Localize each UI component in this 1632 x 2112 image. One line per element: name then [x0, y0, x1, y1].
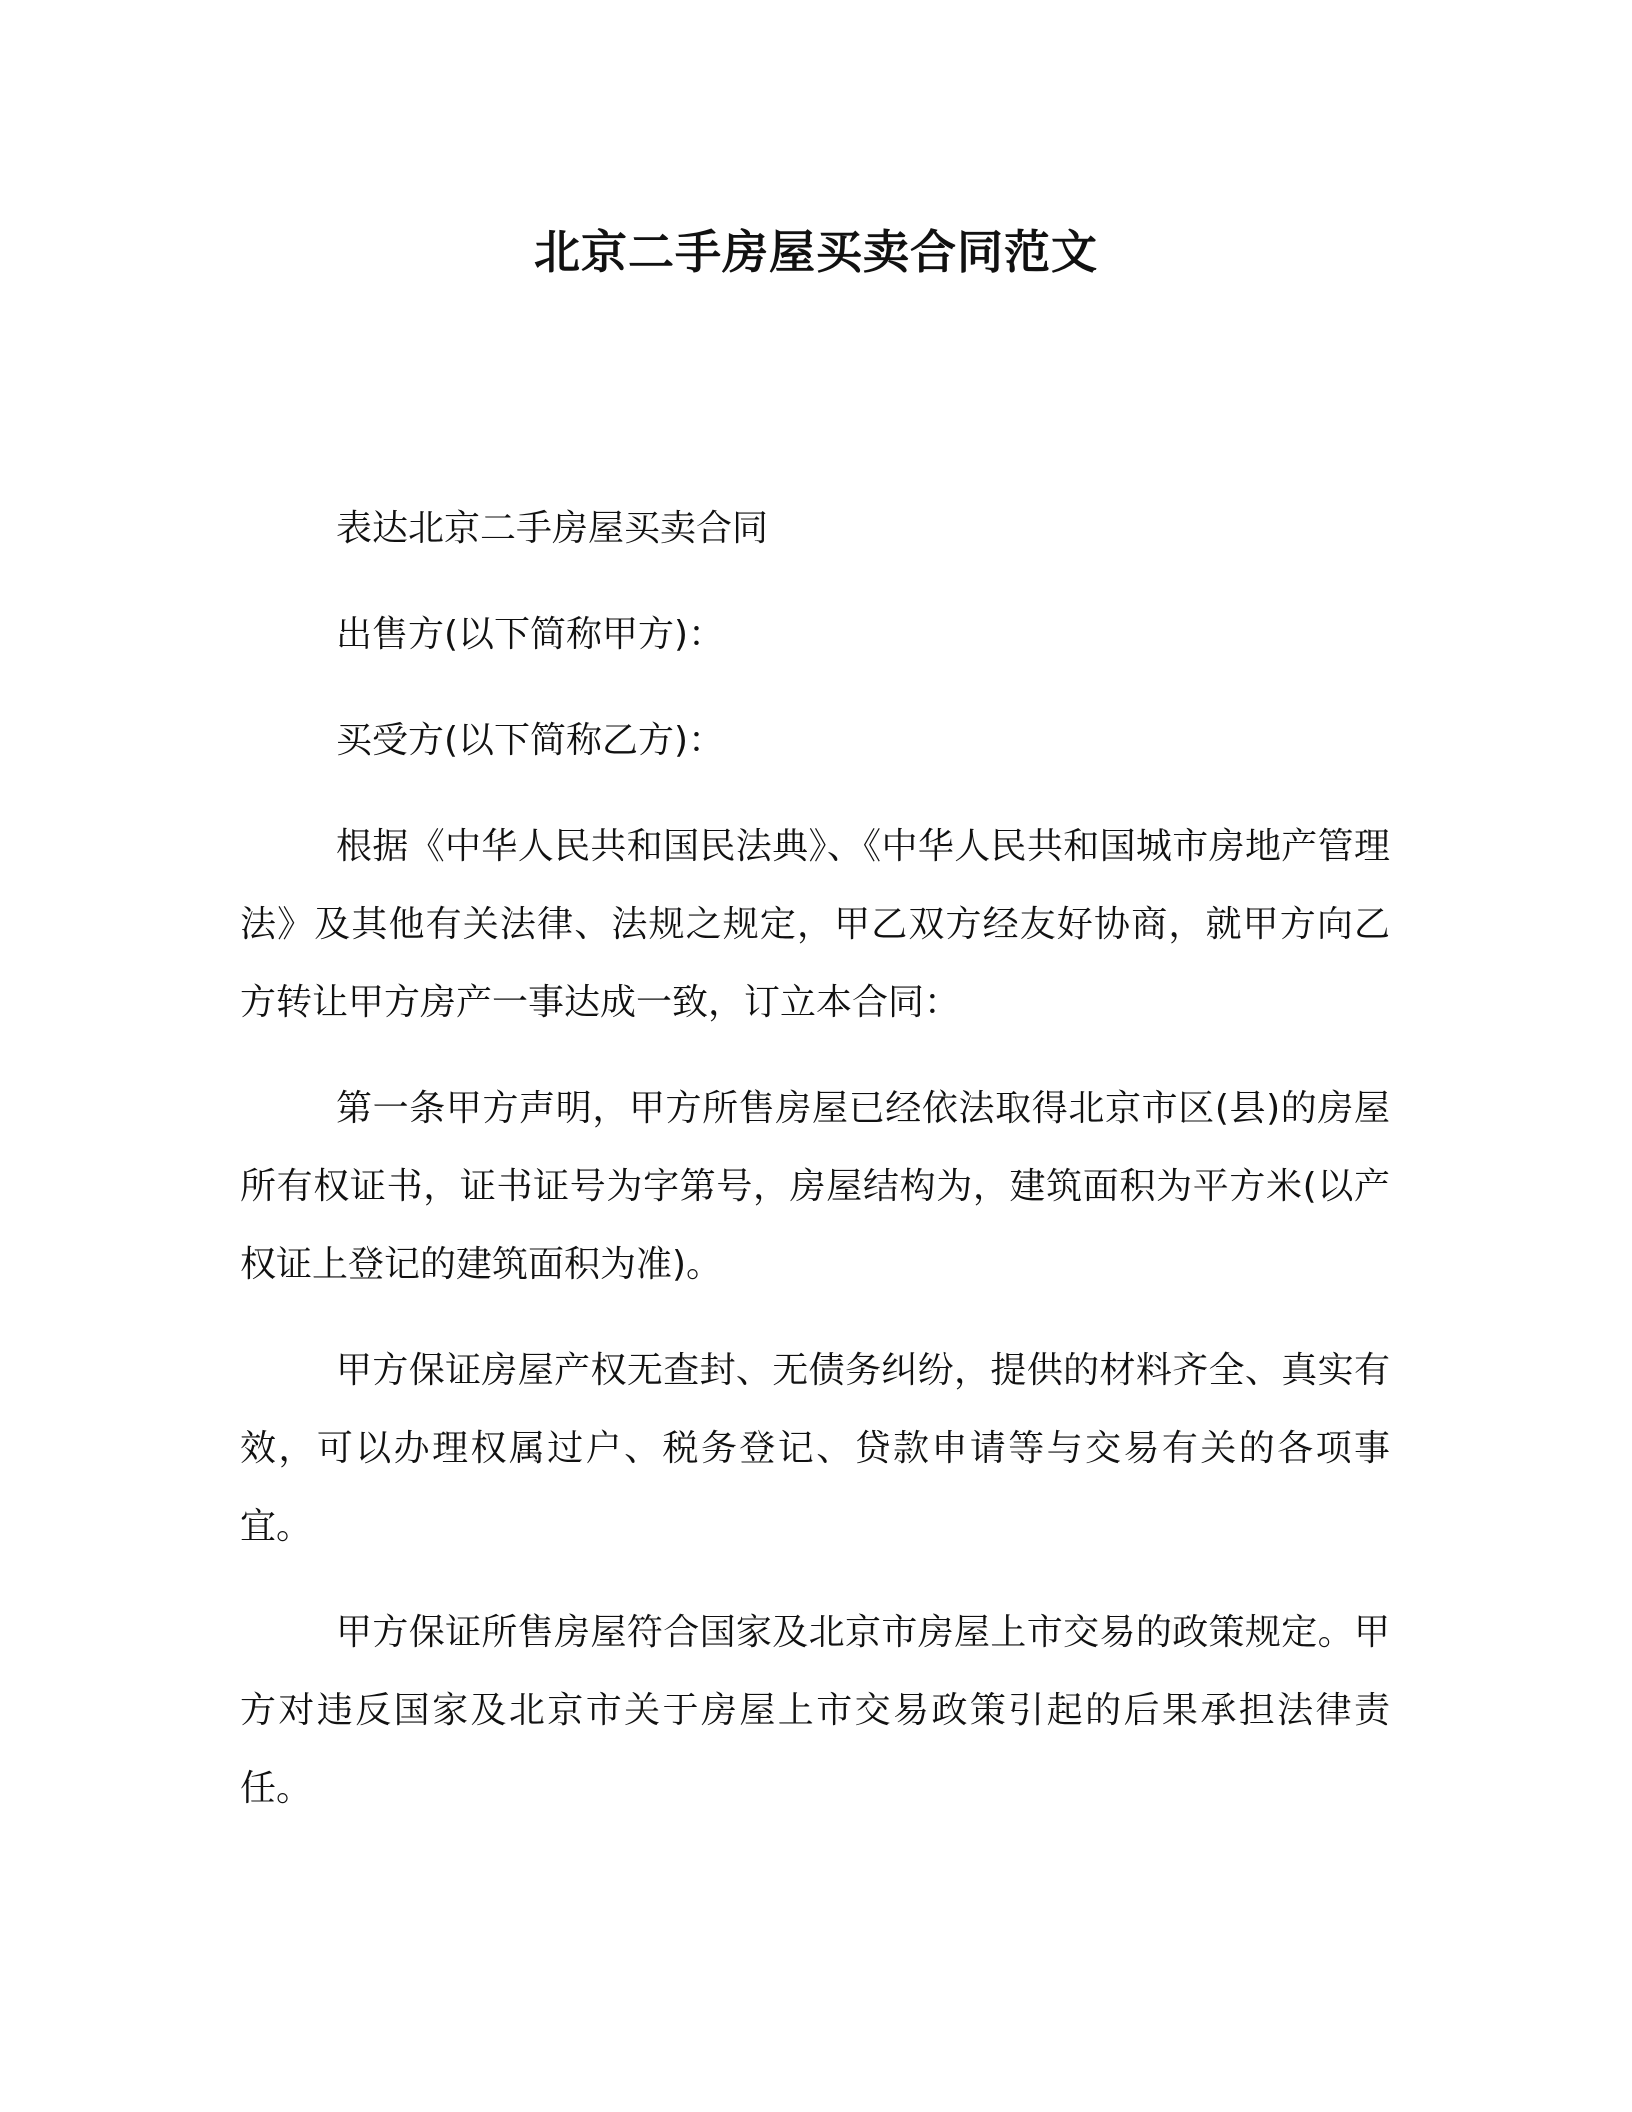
paragraph-guarantee-title: 甲方保证房屋产权无查封、无债务纠纷，提供的材料齐全、真实有效，可以办理权属过户、税务登记、贷款申请等与交易有关的各项事宜。: [240, 1350, 1390, 1547]
seller-line: 出售方(以下简称甲方)：: [336, 614, 725, 655]
contract-heading-line: 表达北京二手房屋买卖合同: [336, 508, 769, 549]
buyer-line: 买受方(以下简称乙方)：: [336, 720, 725, 761]
document-body: [240, 490, 1390, 1856]
paragraph-article-1: 第一条甲方声明，甲方所售房屋已经依法取得北京市区(县)的房屋所有权证书，证书证号为字第号，房屋结构为，建筑面积为平方米(以产权证上登记的建筑面积为准)。: [240, 1088, 1390, 1285]
document-title: 北京二手房屋买卖合同范文: [534, 225, 1098, 279]
paragraph-guarantee-policy: 甲方保证所售房屋符合国家及北京市房屋上市交易的政策规定。甲方对违反国家及北京市关于房屋上市交易政策引起的后果承担法律责任。: [240, 1612, 1390, 1809]
paragraph-basis: 根据《中华人民共和国民法典》、《中华人民共和国城市房地产管理法》及其他有关法律、法规之规定，甲乙双方经友好协商，就甲方向乙方转让甲方房产一事达成一致，订立本合同：: [240, 826, 1390, 1023]
